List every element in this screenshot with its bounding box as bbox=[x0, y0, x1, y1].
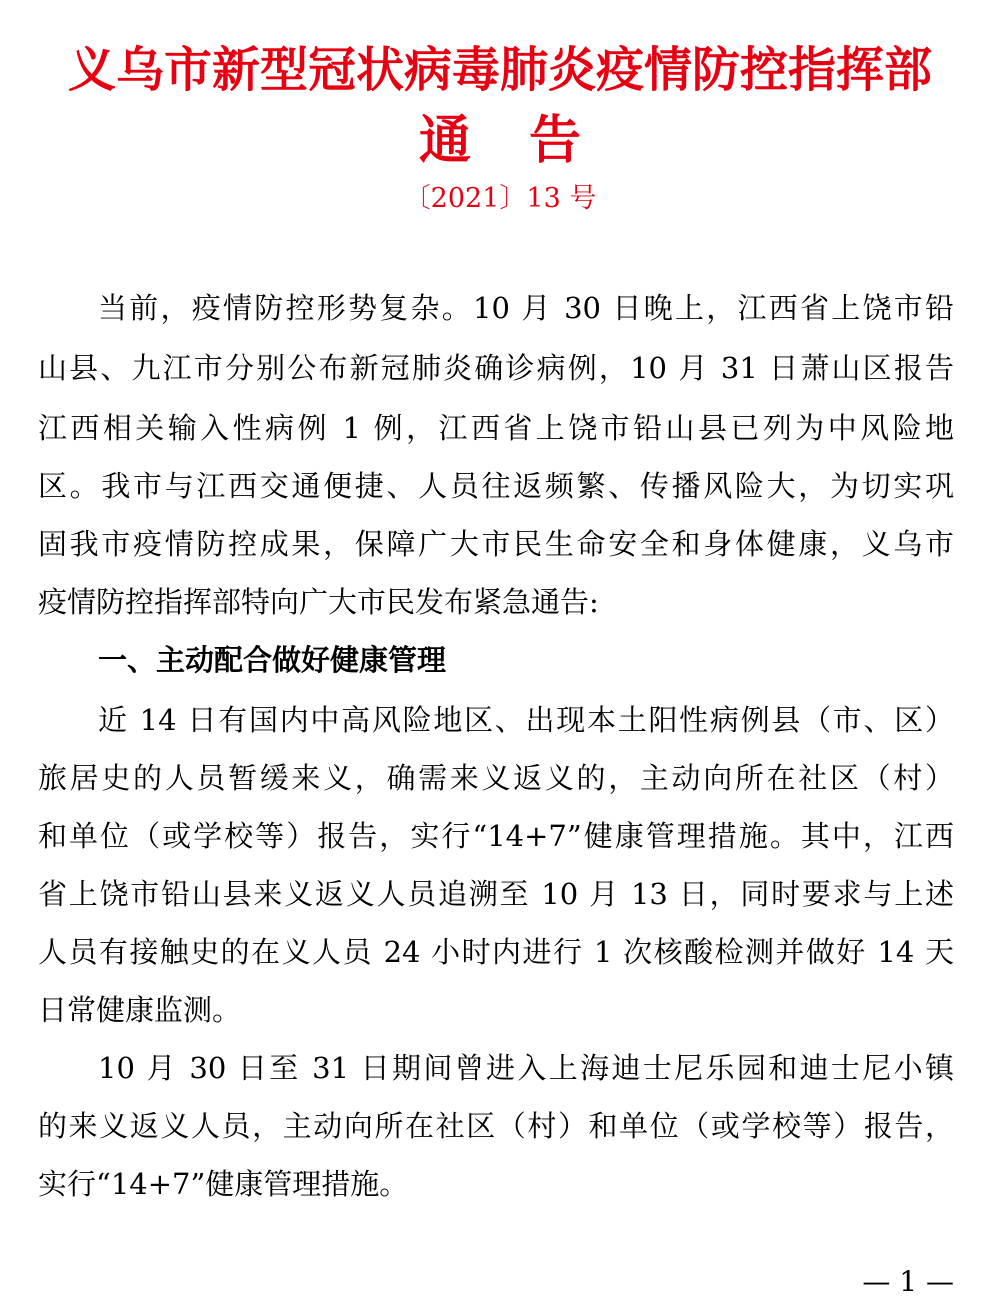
section-1-heading: 一、主动配合做好健康管理 bbox=[98, 643, 447, 677]
intro-line-6: 疫情防控指挥部特向广大市民发布紧急通告: bbox=[38, 585, 599, 619]
s1p2-line-1: 10 月 30 日至 31 日期间曾进入上海迪士尼乐园和迪士尼小镇 bbox=[98, 1051, 954, 1085]
doc-title-part2: 告 bbox=[529, 110, 582, 171]
intro-line-2: 山县、九江市分别公布新冠肺炎确诊病例，10 月 31 日萧山区报告 bbox=[38, 351, 954, 385]
s1p1-line-6: 日常健康监测。 bbox=[38, 993, 242, 1027]
document-number: 〔2021〕13 号 bbox=[403, 183, 597, 214]
intro-line-1: 当前，疫情防控形势复杂。10 月 30 日晚上，江西省上饶市铅 bbox=[98, 291, 954, 325]
s1p1-line-4: 省上饶市铅山县来义返义人员追溯至 10 月 13 日，同时要求与上述 bbox=[38, 877, 954, 911]
intro-line-3: 江西相关输入性病例 1 例，江西省上饶市铅山县已列为中风险地 bbox=[38, 411, 954, 445]
s1p1-line-5: 人员有接触史的在义人员 24 小时内进行 1 次核酸检测并做好 14 天 bbox=[38, 935, 954, 969]
page-number: — 1 — bbox=[862, 1265, 954, 1298]
intro-line-4: 区。我市与江西交通便捷、人员往返频繁、传播风险大，为切实巩 bbox=[38, 469, 954, 503]
s1p2-line-3: 实行“14+7”健康管理措施。 bbox=[38, 1167, 409, 1201]
s1p2-line-2: 的来义返义人员，主动向所在社区（村）和单位（或学校等）报告， bbox=[38, 1109, 954, 1143]
s1p1-line-3: 和单位（或学校等）报告，实行“14+7”健康管理措施。其中，江西 bbox=[38, 819, 954, 853]
org-title: 义乌市新型冠状病毒肺炎疫情防控指挥部 bbox=[67, 42, 932, 98]
intro-line-5: 固我市疫情防控成果，保障广大市民生命安全和身体健康，义乌市 bbox=[38, 527, 954, 561]
s1p1-line-1: 近 14 日有国内中高风险地区、出现本土阳性病例县（市、区） bbox=[98, 703, 954, 737]
doc-title bbox=[0, 108, 1000, 174]
doc-title-part1: 通 bbox=[418, 110, 471, 171]
s1p1-line-2: 旅居史的人员暂缓来义，确需来义返义的，主动向所在社区（村） bbox=[38, 761, 954, 795]
